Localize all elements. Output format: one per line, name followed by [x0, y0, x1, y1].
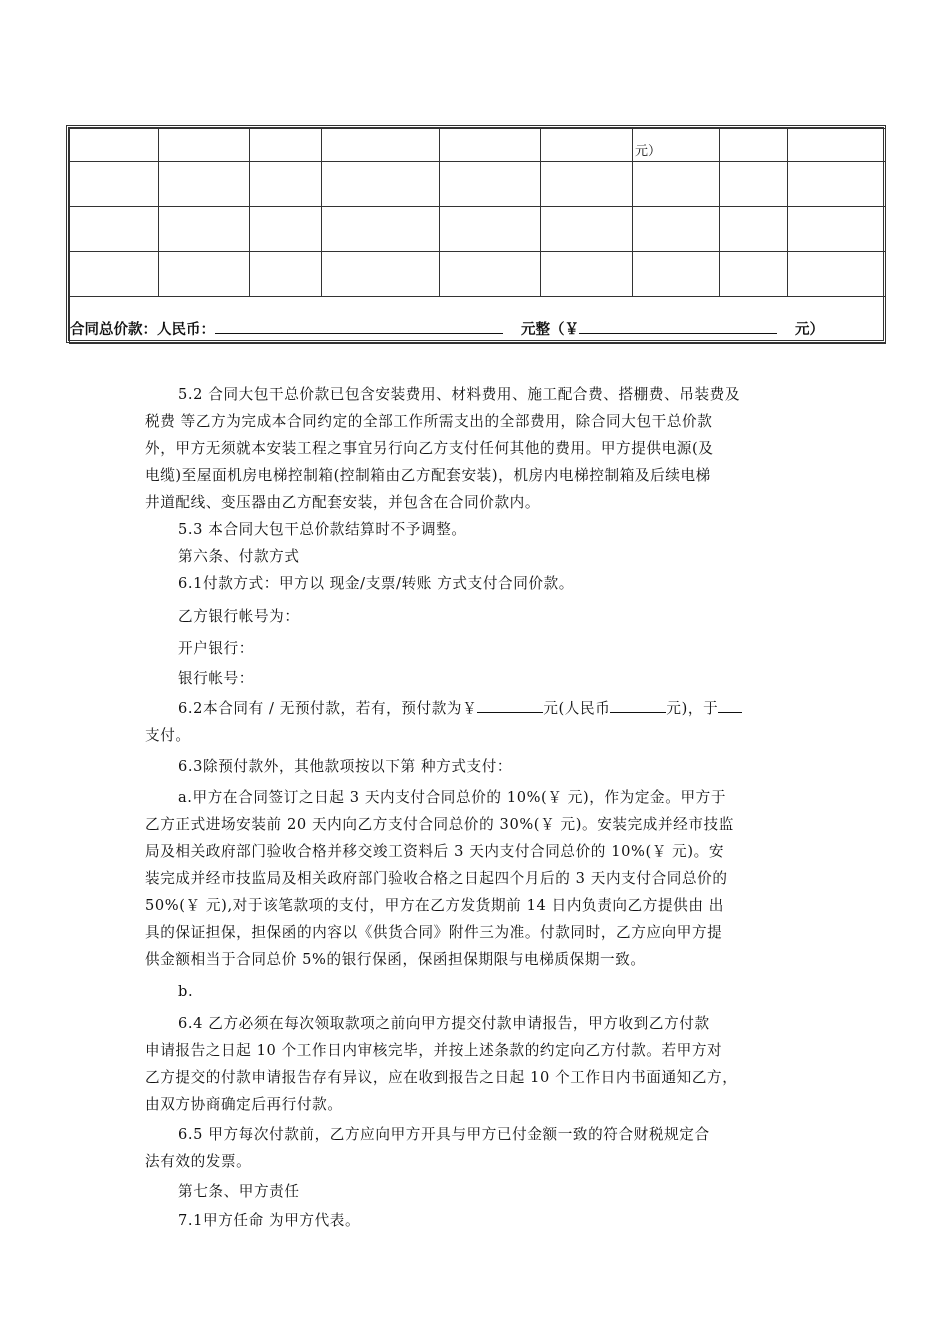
- yen-amount-blank[interactable]: [579, 319, 777, 334]
- total-label: 合同总价款：人民币：: [70, 322, 215, 338]
- option-a-line6: 具的保证担保，担保函的内容以《供货合同》附件三为准。付款同时，乙方应向甲方提: [145, 924, 723, 941]
- clause-7-1: 7.1甲方任命 为甲方代表。: [178, 1212, 361, 1229]
- option-a-line7: 供金额相当于合同总价 5%的银行保函，保函担保期限与电梯质保期一致。: [145, 951, 646, 968]
- option-a-line5: 50%(￥ 元),对于该笔款项的支付，甲方在乙方发货期前 14 日内负责向乙方提供由 出: [145, 897, 724, 914]
- bank-name-label: 开户银行：: [178, 640, 254, 657]
- clause-6-2: 6.2本合同有 / 无预付款，若有，预付款为￥ 元(人民币 元)，于: [178, 697, 858, 720]
- clause-6-5-line2: 法有效的发票。: [145, 1153, 252, 1170]
- article-6-heading: 第六条、付款方式: [178, 548, 300, 565]
- option-a-line3: 局及相关政府部门验收合格并移交竣工资料后 3 天内支付合同总价的 10%(￥ 元)。安: [145, 843, 725, 860]
- clause-5-2-line3: 外，甲方无须就本安装工程之事宜另行向乙方支付任何其他的费用。甲方提供电源(及: [145, 440, 714, 457]
- option-b: b.: [178, 983, 194, 1000]
- bank-account-label: 乙方银行帐号为：: [178, 608, 300, 625]
- clause-5-2-line2: 税费 等乙方为完成本合同约定的全部工作所需支出的全部费用，除合同大包干总价款: [145, 413, 713, 430]
- price-table: [66, 125, 886, 343]
- option-a-line1: a.甲方在合同签订之日起 3 天内支付合同总价的 10%(￥ 元)，作为定金。甲方于: [178, 789, 727, 806]
- bank-number-label: 银行帐号：: [178, 670, 254, 687]
- clause-6-4-line1: 6.4 乙方必须在每次领取款项之前向甲方提交付款申请报告，甲方收到乙方付款: [178, 1015, 710, 1032]
- clause-6-5-line1: 6.5 甲方每次付款前，乙方应向甲方开具与甲方已付金额一致的符合财税规定合: [178, 1126, 710, 1143]
- clause-6-2-line2: 支付。: [145, 727, 191, 744]
- total-price-row: [70, 297, 886, 344]
- clause-5-2-line5: 井道配线、变压器由乙方配套安装，并包含在合同价款内。: [145, 494, 541, 511]
- total-mid: 元整（￥: [521, 322, 579, 338]
- prepay-date-blank[interactable]: [718, 697, 742, 713]
- table-row: [70, 252, 886, 297]
- table-row: [70, 207, 886, 252]
- clause-6-4-line2: 申请报告之日起 10 个工作日内审核完毕，并按上述条款的约定向乙方付款。若甲方对: [145, 1042, 723, 1059]
- option-a-line2: 乙方正式进场安装前 20 天内向乙方支付合同总价的 30%(￥ 元)。安装完成并经市技监: [145, 816, 734, 833]
- option-a-line4: 装完成并经市技监局及相关政府部门验收合格之日起四个月后的 3 天内支付合同总价的: [145, 870, 728, 887]
- clause-6-4-line4: 由双方协商确定后再行付款。: [145, 1096, 343, 1113]
- clause-6-4-line3: 乙方提交的付款申请报告存有异议，应在收到报告之日起 10 个工作日内书面通知乙方，: [145, 1069, 738, 1086]
- unit-note: 元）: [633, 129, 720, 162]
- clause-5-2-line4: 电缆)至屋面机房电梯控制箱(控制箱由乙方配套安装)，机房内电梯控制箱及后续电梯: [145, 467, 711, 484]
- clause-6-1: 6.1付款方式：甲方以 现金/支票/转账 方式支付合同价款。: [178, 575, 574, 592]
- rmb-amount-blank[interactable]: [215, 319, 503, 334]
- clause-5-2-line1: 5.2 合同大包干总价款已包含安装费用、材料费用、施工配合费、搭棚费、吊装费及: [178, 386, 741, 403]
- total-end: 元）: [795, 322, 824, 338]
- clause-6-3: 6.3除预付款外，其他款项按以下第 种方式支付：: [178, 758, 513, 775]
- article-7-heading: 第七条、甲方责任: [178, 1183, 300, 1200]
- clause-5-3: 5.3 本合同大包干总价款结算时不予调整。: [178, 521, 467, 538]
- prepay-rmb-blank[interactable]: [610, 697, 666, 713]
- table-row: [70, 129, 886, 162]
- table-row: [70, 162, 886, 207]
- prepay-amount-blank[interactable]: [477, 697, 543, 713]
